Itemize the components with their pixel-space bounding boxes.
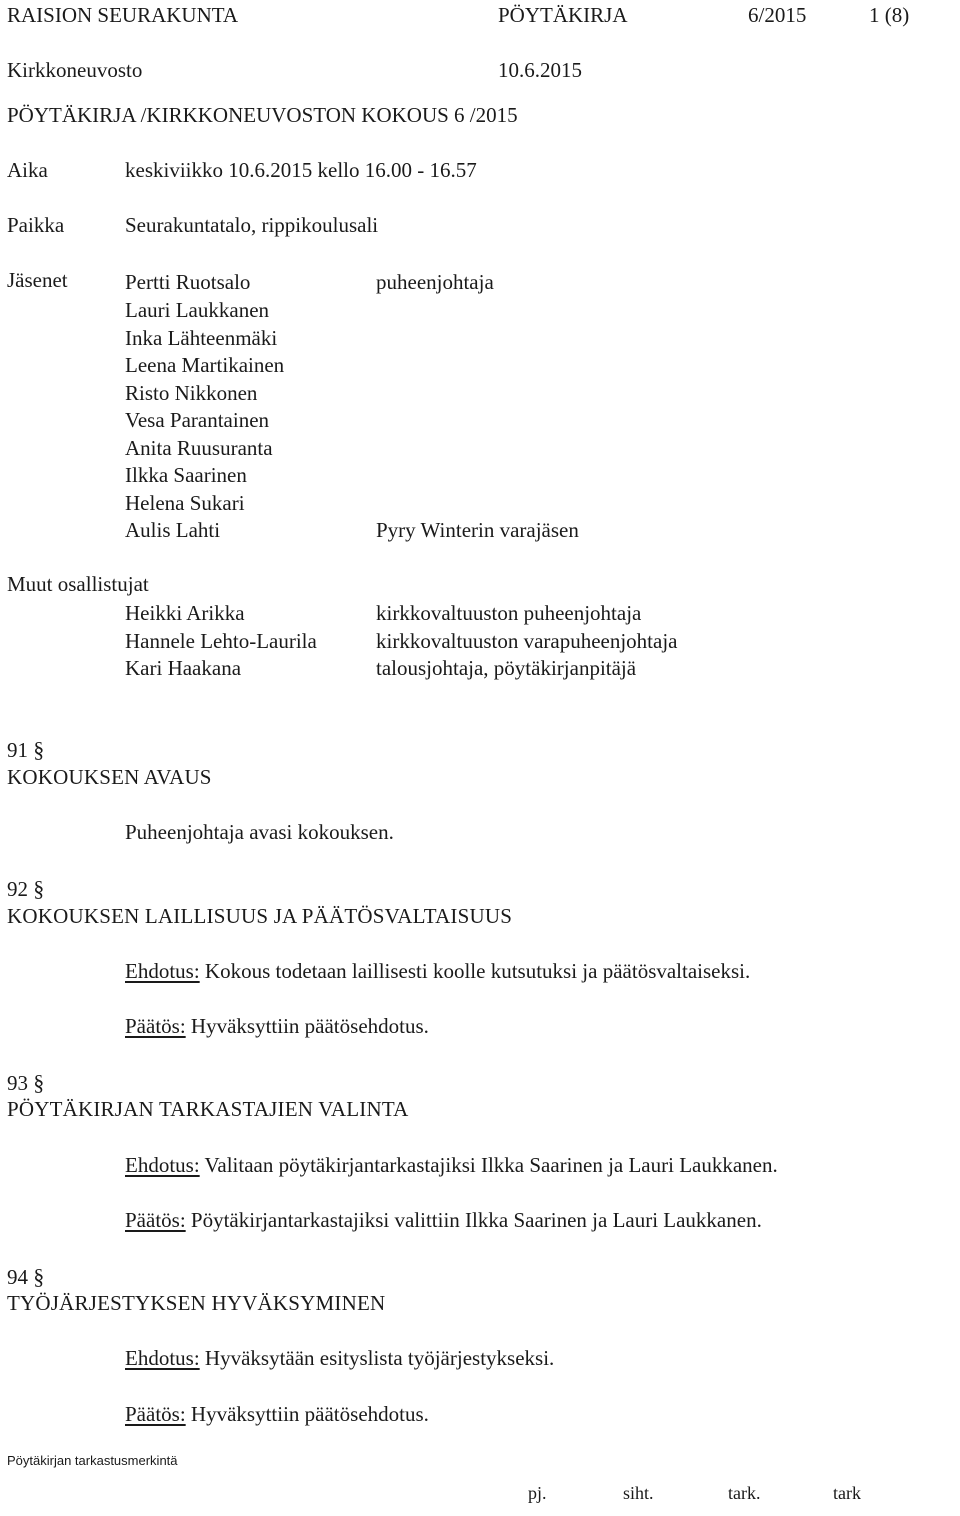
decision-label: Päätös: <box>125 1014 186 1038</box>
section-title: PÖYTÄKIRJAN TARKASTAJIEN VALINTA <box>7 1097 409 1121</box>
footer-mark-tark: tark. <box>728 1483 761 1503</box>
proposal <box>125 1153 778 1178</box>
section-title: KOKOUKSEN AVAUS <box>7 765 212 789</box>
participant-role: talousjohtaja, pöytäkirjanpitäjä <box>376 656 637 680</box>
section-number: 93 <box>7 1071 28 1095</box>
member-name: Lauri Laukkanen <box>125 298 270 322</box>
decision-text: Pöytäkirjantarkastajiksi valittiin Ilkka Saarinen ja Lauri Laukkanen. <box>190 1208 762 1232</box>
section-number: 92 <box>7 877 28 901</box>
section-title: TYÖJÄRJESTYKSEN HYVÄKSYMINEN <box>7 1291 386 1315</box>
member-name: Anita Ruusuranta <box>125 436 273 460</box>
participant-role: kirkkovaltuuston puheenjohtaja <box>376 601 642 625</box>
section-heading <box>7 1070 44 1096</box>
proposal <box>125 959 750 984</box>
decision <box>125 1402 429 1427</box>
paragraph-sign: § <box>33 876 45 901</box>
footer-mark-siht: siht. <box>623 1483 654 1503</box>
member-name: Helena Sukari <box>125 491 245 515</box>
header-page: 1 (8) <box>869 3 910 27</box>
member-name: Pertti Ruotsalo <box>125 270 251 294</box>
header-doc-type: PÖYTÄKIRJA <box>498 3 628 27</box>
member-name: Ilkka Saarinen <box>125 463 247 487</box>
header-org: RAISION SEURAKUNTA <box>7 3 239 27</box>
section-number: 91 <box>7 738 28 762</box>
aika-label: Aika <box>7 158 48 182</box>
jasenet-label: Jäsenet <box>7 268 68 292</box>
muut-label: Muut osallistujat <box>7 572 149 596</box>
proposal <box>125 1346 554 1371</box>
section-title: KOKOUKSEN LAILLISUUS JA PÄÄTÖSVALTAISUUS <box>7 904 513 928</box>
section-heading <box>7 876 44 902</box>
header-body: Kirkkoneuvosto <box>7 58 143 82</box>
member-name: Vesa Parantainen <box>125 408 270 432</box>
header-doc-number: 6/2015 <box>748 3 807 27</box>
document-title: PÖYTÄKIRJA /KIRKKONEUVOSTON KOKOUS 6 /2015 <box>7 103 518 127</box>
decision <box>125 1014 429 1039</box>
decision-label: Päätös: <box>125 1208 186 1232</box>
footer-mark-tark-2: tark <box>833 1483 861 1503</box>
paikka-label: Paikka <box>7 213 65 237</box>
decision <box>125 1208 762 1233</box>
section-number: 94 <box>7 1265 28 1289</box>
member-name: Risto Nikkonen <box>125 381 258 405</box>
aika-value: keskiviikko 10.6.2015 kello 16.00 - 16.57 <box>125 158 477 182</box>
member-name: Inka Lähteenmäki <box>125 326 278 350</box>
proposal-text: Kokous todetaan laillisesti koolle kutsutuksi ja päätösvaltaiseksi. <box>204 959 751 983</box>
section-text: Puheenjohtaja avasi kokouksen. <box>125 820 394 844</box>
member-role: puheenjohtaja <box>376 270 494 294</box>
footer-mark-pj: pj. <box>528 1483 547 1503</box>
participant-name: Heikki Arikka <box>125 601 245 625</box>
participant-name: Hannele Lehto-Laurila <box>125 629 317 653</box>
proposal-text: Valitaan pöytäkirjantarkastajiksi Ilkka Saarinen ja Lauri Laukkanen. <box>204 1153 778 1177</box>
section-heading <box>7 737 44 763</box>
member-name: Aulis Lahti <box>125 518 221 542</box>
decision-text: Hyväksyttiin päätösehdotus. <box>190 1402 429 1426</box>
member-role: Pyry Winterin varajäsen <box>376 518 579 542</box>
proposal-label: Ehdotus: <box>125 1346 200 1370</box>
decision-text: Hyväksyttiin päätösehdotus. <box>190 1014 429 1038</box>
section-heading <box>7 1264 44 1290</box>
paikka-value: Seurakuntatalo, rippikoulusali <box>125 213 379 237</box>
proposal-label: Ehdotus: <box>125 1153 200 1177</box>
header-date: 10.6.2015 <box>498 58 582 82</box>
participant-name: Kari Haakana <box>125 656 242 680</box>
proposal-text: Hyväksytään esityslista työjärjestykseksi. <box>204 1346 555 1370</box>
participant-role: kirkkovaltuuston varapuheenjohtaja <box>376 629 678 653</box>
proposal-label: Ehdotus: <box>125 959 200 983</box>
paragraph-sign: § <box>33 1070 45 1095</box>
member-name: Leena Martikainen <box>125 353 285 377</box>
paragraph-sign: § <box>33 737 45 762</box>
paragraph-sign: § <box>33 1264 45 1289</box>
decision-label: Päätös: <box>125 1402 186 1426</box>
footer-note: Pöytäkirjan tarkastusmerkintä <box>7 1453 178 1468</box>
